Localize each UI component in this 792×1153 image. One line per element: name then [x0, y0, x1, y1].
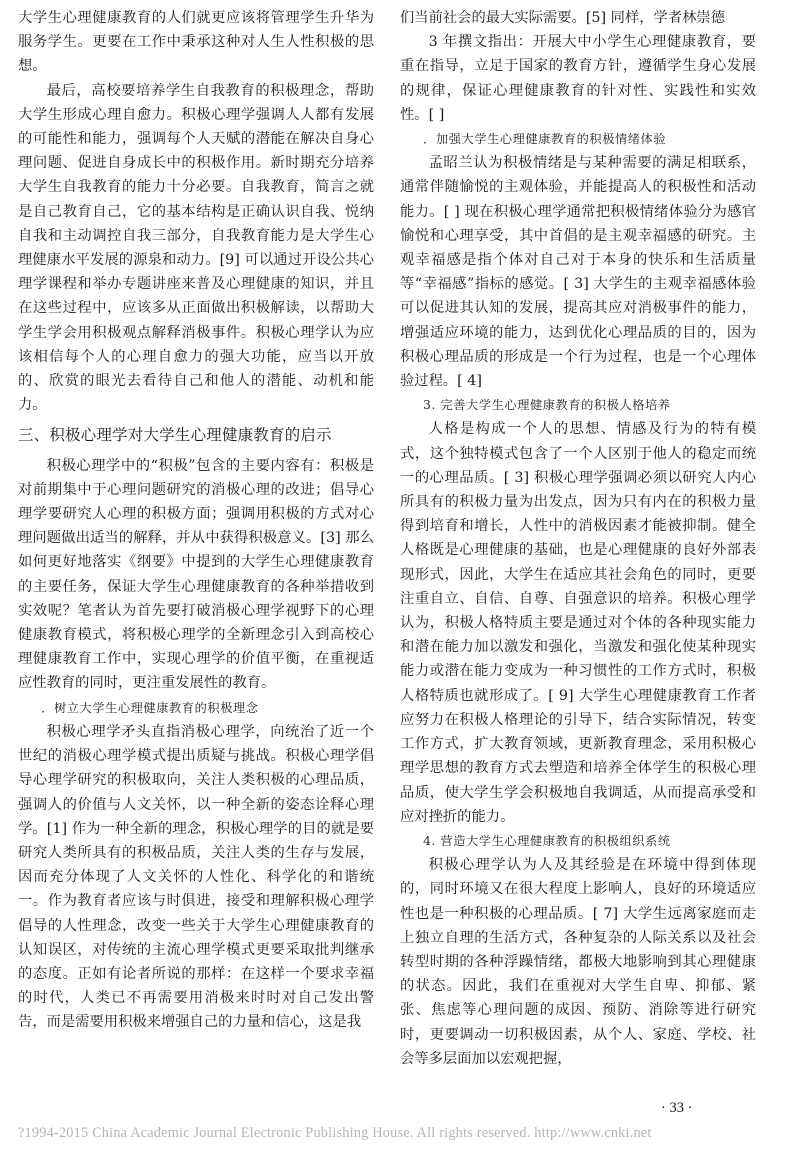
section-heading: 三、积极心理学对大学生心理健康教育的启示 [18, 426, 332, 445]
paragraph: 最后，高校要培养学生自我教育的积极理念，帮助大学生形成心理自愈力。积极心理学强调人人都有发展的可能性和能力，强调每个人天赋的潜能在解决自身心理问题、促进自身成长中的积极作用。新时期充分培养大学生自我教育的能力十分必要。自我教育，简言之就是自己教育自己，它的基本结构是正确认识自我、悦纳自我和主动调控自我三部分，自我教育能力是大学生心理健康水平发展的源泉和动力。[9] 可以通过开设公共心理学课程和举办专题讲座来普及心理健康的知识，并且在这些过程中，应该多从正面做出积极解读，以帮助大学生学会用积极观点解释消极事件。积极心理学认为应该相信每个人的心理自愈力的强大功能，应当以开放的、欣赏的眼光去看待自己和他人的潜能、动机和能力。 [18, 82, 374, 414]
paragraph: 积极心理学矛头直指消极心理学，向统治了近一个世纪的消极心理学模式提出质疑与挑战。积极心理学倡导心理学研究的积极取向，关注人类积极的心理品质，强调人的价值与人文关怀，以一种全新的姿态诠释心理学。[1] 作为一种全新的理念，积极心理学的目的就是要研究人类所具有的积极品质，关注人类的生存与发展，因而充分体现了人文关怀的人性化、科学化的和谐统一。作为教育者应该与时俱进，接受和理解积极心理学倡导的人性理念，改变一些关于大学生心理健康教育的认知误区，对传统的主流心理学模式更要采取批判继承的态度。正如有论者所说的那样：在这样一个要求幸福的时代，人类已不再需要用消极来时时对自己发出警告，而是需要用积极来增强自己的力量和信心，这是我 [18, 723, 374, 1031]
left-column [18, 6, 374, 1035]
paragraph: 3 年撰文指出：开展大中小学生心理健康教育，要重在指导，立足于国家的教育方针，遵循学生身心发展的规律，保证心理健康教育的针对性、实践性和实效性。[ ] [400, 34, 756, 123]
paragraph: 们当前社会的最大实际需要。[5] 同样，学者林崇德 [400, 10, 726, 26]
subsection-heading: ．加强大学生心理健康教育的积极情绪体验 [423, 132, 667, 147]
paragraph: 积极心理学认为人及其经验是在环境中得到体现的，同时环境又在很大程度上影响人，良好的环境适应性也是一种积极的心理品质。[ 7] 大学生远离家庭而走上独立自理的生活方式，各种复杂的人际关系以及社会转型时期的各种浮躁情绪，都极大地影响到其心理健康的状态。因此，我们在重视对大学生自卑、抑郁、紧张、焦虑等心理问题的成因、预防、消除等进行研究时，更要调动一切积极因素，从个人、家庭、学校、社会等多层面加以宏观把握， [400, 857, 756, 1067]
paragraph: 积极心理学中的“积极”包含的主要内容有：积极是对前期集中于心理问题研究的消极心理的改进；倡导心理学要研究人心理的积极方面；强调用积极的方式对心理问题做出适当的解释，并从中获得积极意义。[3] 那么如何更好地落实《纲要》中提到的大学生心理健康教育的主要任务，保证大学生心理健康教育的各种举措收到实效呢？笔者认为首先要打破消极心理学视野下的心理健康教育模式，将积极心理学的全新理念引入到高校心理健康教育工作中，实现心理学的价值平衡，在重视适应性教育的同时，更注重发展性的教育。 [18, 457, 374, 692]
subsection-heading: ．树立大学生心理健康教育的积极理念 [41, 700, 259, 715]
page-number: · 33 · [661, 1100, 693, 1116]
subsection-heading: 4. 营造大学生心理健康教育的积极组织系统 [423, 833, 671, 848]
subsection-heading: 3. 完善大学生心理健康教育的积极人格培养 [423, 398, 671, 413]
paragraph: 孟昭兰认为积极情绪是与某种需要的满足相联系，通常伴随愉悦的主观体验，并能提高人的积极性和活动能力。[ ] 现在积极心理学通常把积极情绪体验分为感官愉悦和心理享受，其中首倡的是主观幸福感的研究。主观幸福感是指个体对自己对于本身的快乐和生活质量等“幸福感”指标的感觉。[ 3] 大学生的主观幸福感体验可以促进其认知的发展，提高其应对消极事件的能力，增强适应环境的能力，达到优化心理品质的目的，因为积极心理品质的形成是一个行为过程，也是一个心理体验过程。[ 4] [400, 155, 756, 390]
paragraph: 人格是构成一个人的思想、情感及行为的特有模式，这个独特模式包含了一个人区别于他人的稳定而统一的心理品质。[ 3] 积极心理学强调必须以研究人内心所具有的积极力量为出发点，因为只有内在的积极力量得到培育和增长，人性中的消极因素才能被抑制。健全人格既是心理健康的基础，也是心理健康的良好外部表现形式，因此，大学生在适应其社会角色的同时，更要注重自立、自信、自尊、自强意识的培养。积极心理学认为，积极人格特质主要是通过对个体的各种现实能力和潜在能力加以激发和强化，当激发和强化使某种现实能力或潜在能力变成为一种习惯性的工作方式时，积极人格特质也就形成了。[ 9] 大学生心理健康教育工作者应努力在积极人格理论的引导下，结合实际情况，转变工作方式，扩大教育领域，更新教育理念，采用积极心理学思想的教育方式去塑造和培养全体学生的积极心理品质，使大学生学会积极地自我调适，从而提高承受和应对挫折的能力。 [400, 421, 756, 825]
right-column [400, 6, 756, 1071]
paragraph: 大学生心理健康教育的人们就更应该将管理学生升华为服务学生。更要在工作中秉承这种对人生人性积极的思想。 [18, 10, 374, 75]
copyright-footer: ?1994-2015 China Academic Journal Electronic Publishing House. All rights reserved. http://www.cnki.net [18, 1125, 652, 1141]
